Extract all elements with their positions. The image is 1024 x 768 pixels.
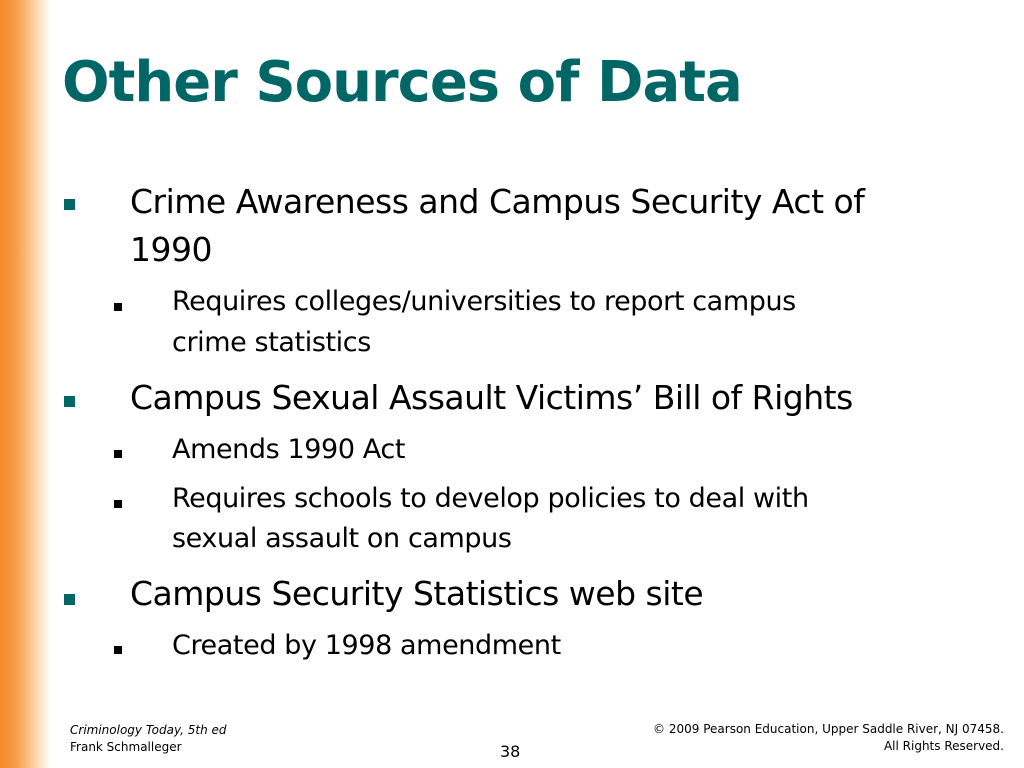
book-title: Criminology Today, 5th ed bbox=[70, 723, 227, 737]
sub-list-item-line: Created by 1998 amendment bbox=[172, 630, 561, 661]
list-item-line: 1990 bbox=[130, 230, 212, 269]
rights-line: All Rights Reserved. bbox=[883, 739, 1004, 753]
list-item-line: Campus Security Statistics web site bbox=[130, 574, 704, 613]
copyright-notice bbox=[653, 721, 1004, 755]
square-bullet-icon bbox=[64, 594, 75, 605]
sub-list-item-line: sexual assault on campus bbox=[172, 523, 512, 554]
sub-list-item-line: crime statistics bbox=[172, 327, 371, 358]
square-bullet-icon bbox=[64, 199, 75, 210]
sub-list-item-line: Amends 1990 Act bbox=[172, 434, 406, 465]
sub-list-item-line: Requires schools to develop policies to deal with bbox=[172, 483, 809, 514]
page-number: 38 bbox=[500, 742, 521, 761]
square-bullet-icon bbox=[64, 396, 75, 407]
copyright-line: © 2009 Pearson Education, Upper Saddle River, NJ 07458. bbox=[653, 722, 1004, 736]
list-item-line: Campus Sexual Assault Victims’ Bill of Rights bbox=[130, 378, 853, 417]
sub-list-item-line: Requires colleges/universities to report campus bbox=[172, 286, 796, 317]
orange-side-bar bbox=[0, 0, 50, 768]
small-square-bullet-icon bbox=[114, 450, 122, 458]
small-square-bullet-icon bbox=[114, 500, 122, 508]
slide-title: Other Sources of Data bbox=[62, 50, 742, 115]
footer-credits bbox=[70, 722, 227, 756]
list-item-line: Crime Awareness and Campus Security Act of bbox=[130, 182, 865, 221]
small-square-bullet-icon bbox=[114, 303, 122, 311]
small-square-bullet-icon bbox=[114, 646, 122, 654]
author-name: Frank Schmalleger bbox=[70, 740, 182, 754]
